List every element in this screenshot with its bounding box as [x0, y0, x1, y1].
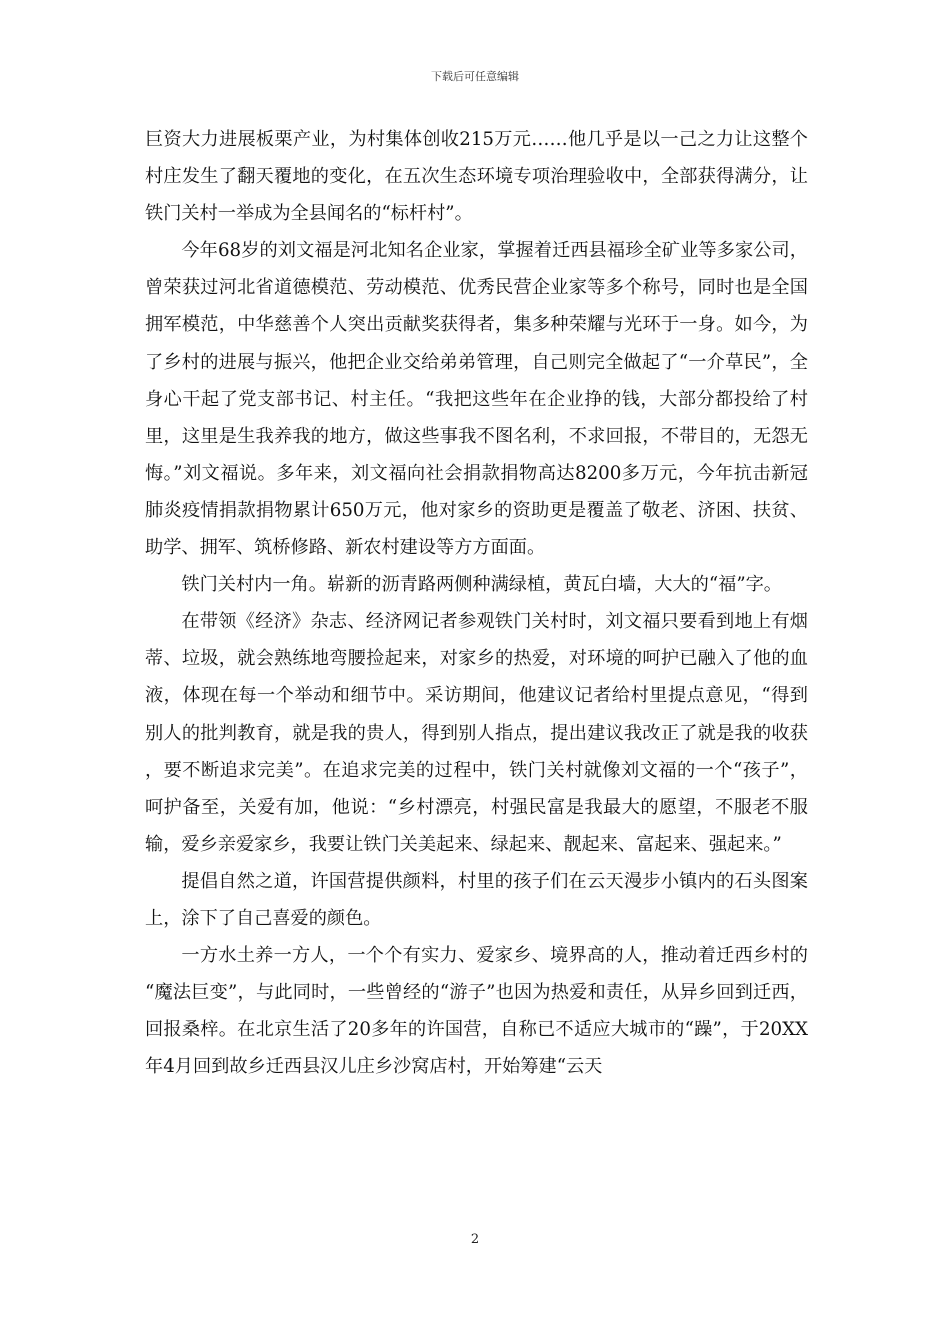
paragraph-2: 今年68岁的刘文福是河北知名企业家，掌握着迁西县福珍全矿业等多家公司，曾荣获过河北省道德模范、劳动模范、优秀民营企业家等多个称号，同时也是全国拥军模范，中华慈善个人突出贡献奖获得者，集多种荣耀与光环于一身。如今，为了乡村的进展与振兴，他把企业交给弟弟管理，自己则完全做起了“一介草民”，全身心干起了党支部书记、村主任。“我把这些年在企业挣的钱，大部分都投给了村里，这里是生我养我的地方，做这些事我不图名利，不求回报，不带目的，无怨无悔。”刘文福说。多年来，刘文福向社会捐款捐物高达8200多万元，今年抗击新冠肺炎疫情捐款捐物累计650万元，他对家乡的资助更是覆盖了敬老、济困、扶贫、助学、拥军、筑桥修路、新农村建设等方方面面。 [145, 240, 808, 559]
page-number: 2 [470, 1232, 480, 1247]
page-header-note: 下载后可任意编辑 [431, 70, 519, 83]
paragraph-3: 铁门关村内一角。崭新的沥青路两侧种满绿植，黄瓦白墙，大大的“福”字。 [181, 574, 782, 596]
paragraph-4: 在带领《经济》杂志、经济网记者参观铁门关村时，刘文福只要看到地上有烟蒂、垃圾，就会熟练地弯腰捡起来，对家乡的热爱，对环境的呵护已融入了他的血液，体现在每一个举动和细节中。采访期间，他建议记者给村里提点意见，“得到别人的批判教育，就是我的贵人，得到别人指点，提出建议我改正了就是我的收获，要不断追求完美”。在追求完美的过程中，铁门关村就像刘文福的一个“孩子”，呵护备至，关爱有加，他说：“乡村漂亮，村强民富是我最大的愿望，不服老不服输，爱乡亲爱家乡，我要让铁门关美起来、绿起来、靓起来、富起来、强起来。” [145, 611, 808, 855]
article-body [145, 121, 808, 1085]
paragraph-6: 一方水土养一方人，一个个有实力、爱家乡、境界高的人，推动着迁西乡村的“魔法巨变”，与此同时，一些曾经的“游子”也因为热爱和责任，从异乡回到迁西，回报桑梓。在北京生活了20多年的许国营，自称已不适应大城市的“躁”，于20XX年4月回到故乡迁西县汉儿庄乡沙窝店村，开始筹建“云天 [145, 945, 808, 1078]
paragraph-5: 提倡自然之道，许国营提供颜料，村里的孩子们在云天漫步小镇内的石头图案上，涂下了自己喜爱的颜色。 [145, 870, 808, 929]
paragraph-1: 巨资大力进展板栗产业，为村集体创收215万元……他几乎是以一己之力让这整个村庄发生了翻天覆地的变化，在五次生态环境专项治理验收中，全部获得满分，让铁门关村一举成为全县闻名的“标杆村”。 [145, 129, 808, 225]
